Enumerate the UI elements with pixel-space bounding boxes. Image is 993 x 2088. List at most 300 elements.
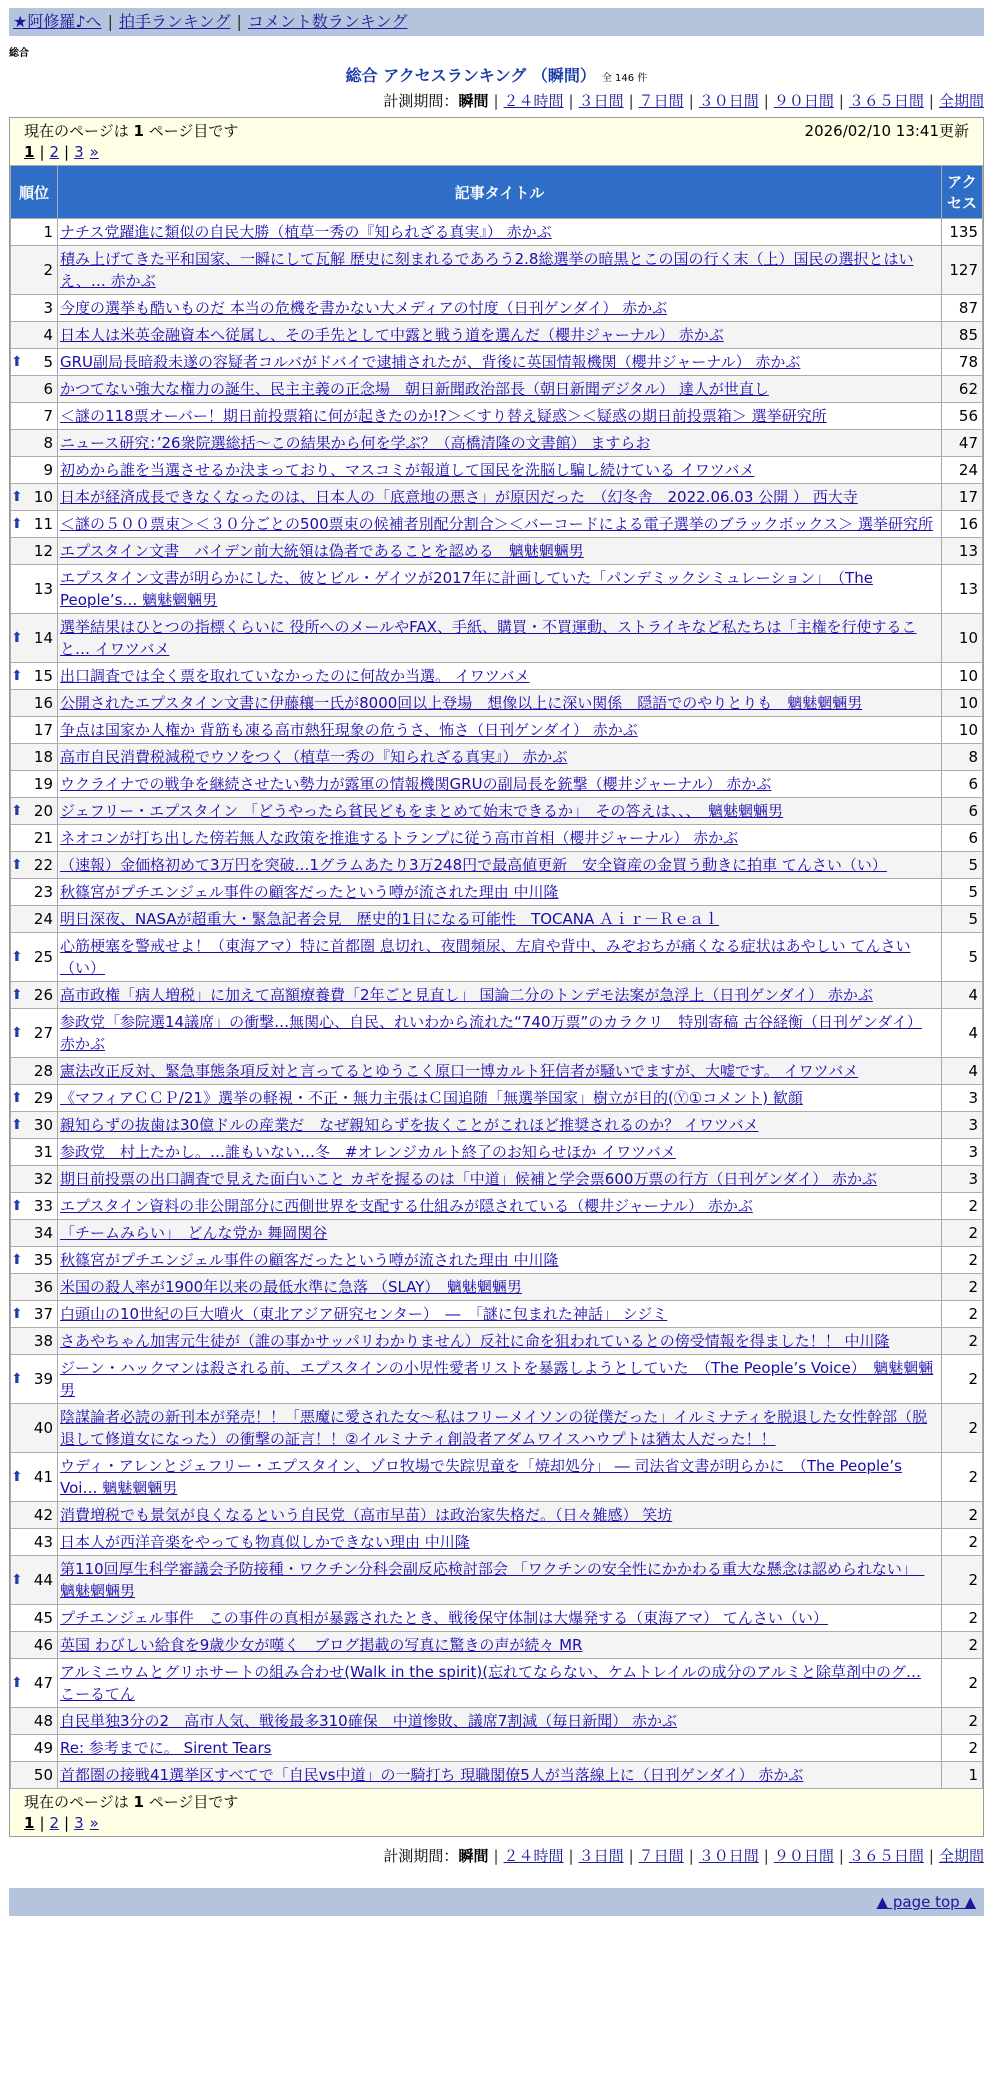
page-title-block [9,63,984,86]
rank-number: 19 [33,775,53,793]
rank-cell [11,1355,58,1404]
rank-number: 23 [33,883,53,901]
title-cell [58,1220,942,1247]
table-row [11,825,983,852]
title-cell [58,1556,942,1605]
access-count: 3 [942,1112,983,1139]
table-row [11,982,983,1009]
access-count: 135 [942,219,983,246]
article-link[interactable]: 米国の殺人率が1900年以来の最低水準に急落 （SLAY） 魑魅魍魎男 [60,1278,522,1296]
access-count: 87 [942,295,983,322]
access-count: 56 [942,403,983,430]
rank-cell [11,1529,58,1556]
pager-page-link[interactable]: 3 [74,143,84,161]
arrow-up-icon: ⬆ [11,949,23,965]
access-count: 10 [942,690,983,717]
rank-cell [11,1502,58,1529]
article-link[interactable]: 積み上げてきた平和国家、一瞬にして瓦解 歴史に刻まれるであろう2.8総選挙の暗黒とこの国の行く末（上）国民の選択とはいえ、… 赤かぶ [60,250,914,290]
table-row [11,798,983,825]
table-row [11,349,983,376]
article-link[interactable]: 今度の選挙も酷いものだ 本当の危機を書かない大メディアの忖度（日刊ゲンダイ） 赤かぶ [60,299,668,317]
rank-number: 41 [33,1468,53,1486]
rank-number: 21 [33,829,53,847]
table-row [11,1453,983,1502]
access-count: 78 [942,349,983,376]
period-option-link[interactable]: 全期間 [938,1847,984,1865]
rank-number: 44 [33,1571,53,1589]
article-link[interactable]: 秋篠宮がプチエンジェル事件の顧客だったという噂が流された理由 中川隆 [60,883,559,901]
title-cell [58,982,942,1009]
rank-number: 10 [33,488,53,506]
table-row [11,1247,983,1274]
article-link[interactable]: 親知らずの抜歯は30億ドルの産業だ なぜ親知らずを抜くことがこれほど推奨されるのか？ イワツバメ [60,1116,759,1134]
period-option-link[interactable]: ３６５日間 [848,92,924,110]
table-row [11,511,983,538]
separator: | [838,1847,844,1865]
access-count: 85 [942,322,983,349]
rank-number: 49 [33,1739,53,1757]
article-link[interactable]: 公開されたエプスタイン文書に伊藤穰一氏が8000回以上登場 想像以上に深い関係 隠語でのやりとりも 魑魅魍魎男 [60,694,863,712]
rank-number: 9 [43,461,53,479]
title-cell [58,879,942,906]
access-count: 5 [942,933,983,982]
table-row [11,1735,983,1762]
rank-number: 15 [33,667,53,685]
separator: | [568,92,574,110]
article-link[interactable]: アルミニウムとグリホサートの組み合わせ(Walk in the spirit)(忘れてならない、ケムトレイルの成分のアルミと除草剤中のグ… こーるてん [60,1663,921,1703]
rank-number: 22 [33,856,53,874]
table-row [11,1085,983,1112]
table-row [11,663,983,690]
table-row [11,538,983,565]
title-cell [58,1502,942,1529]
article-link[interactable]: 秋篠宮がプチエンジェル事件の顧客だったという噂が流された理由 中川隆 [60,1251,559,1269]
table-row [11,1556,983,1605]
access-count: 6 [942,825,983,852]
rank-number: 45 [33,1609,53,1627]
table-row [11,403,983,430]
period-option-link[interactable]: 全期間 [938,92,984,110]
access-count: 2 [942,1247,983,1274]
article-link[interactable]: 憲法改正反対、緊急事態条項反対と言ってるとゆうこく原口一博カルト狂信者が騒いでますが、大嘘です。 イワツバメ [60,1062,859,1080]
table-row [11,1328,983,1355]
rank-number: 24 [33,910,53,928]
rank-cell [11,295,58,322]
rank-number: 3 [43,299,53,317]
arrow-up-icon: ⬆ [11,987,23,1003]
rank-cell [11,1085,58,1112]
access-count: 5 [942,879,983,906]
title-cell [58,771,942,798]
table-row [11,614,983,663]
table-row [11,744,983,771]
table-row [11,295,983,322]
title-cell [58,1404,942,1453]
title-cell [58,1085,942,1112]
table-row [11,1139,983,1166]
arrow-up-icon: ⬆ [11,1198,23,1214]
access-count: 2 [942,1220,983,1247]
separator: | [39,143,45,161]
access-count: 10 [942,614,983,663]
rank-number: 28 [33,1062,53,1080]
rank-number: 48 [33,1712,53,1730]
rank-cell [11,906,58,933]
article-link[interactable]: 陰謀論者必読の新刊本が発売！！「悪魔に愛された女～私はフリーメイソンの従僕だった」イルミナティを脱退した女性幹部（脱退して修道女になった）の衝撃の証言！！②イルミナティ創設者アダムワイスハウプトは猶太人だった！！ [60,1408,928,1448]
access-count: 3 [942,1085,983,1112]
title-cell [58,349,942,376]
article-link[interactable]: エプスタイン文書が明らかにした、彼とビル・ゲイツが2017年に計画していた「パンデミックシミュレーション」 （The People’s… 魑魅魍魎男 [60,569,873,609]
header-title: 記事タイトル [58,166,942,219]
arrow-up-icon: ⬆ [11,857,23,873]
table-row [11,484,983,511]
arrow-up-icon: ⬆ [11,1469,23,1485]
rank-cell [11,1453,58,1502]
title-cell [58,825,942,852]
article-link[interactable]: ナチス党躍進に類似の自民大勝（植草一秀の『知られざる真実』） 赤かぶ [60,223,552,241]
access-count: 5 [942,906,983,933]
rank-number: 5 [43,353,53,371]
title-cell [58,430,942,457]
table-row [11,430,983,457]
period-option-link[interactable]: ３日間 [578,92,624,110]
separator: | [928,92,934,110]
rank-number: 35 [33,1251,53,1269]
rank-cell [11,1058,58,1085]
title-cell [58,1193,942,1220]
arrow-up-icon: ⬆ [11,1306,23,1322]
table-row [11,1193,983,1220]
article-link[interactable]: 日本が経済成長できなくなったのは、日本人の「底意地の悪さ」が原因だった （幻冬舎 2022.06.03 公開 ） 西大寺 [60,488,858,506]
pager-page-link[interactable]: 1 [24,1814,35,1832]
rank-number: 32 [33,1170,53,1188]
article-link[interactable]: 出口調査では全く票を取れていなかったのに何故か当選。 イワツバメ [60,667,530,685]
table-row [11,717,983,744]
access-count: 2 [942,1193,983,1220]
article-link[interactable]: かつてない強大な権力の誕生、民主主義の正念場 朝日新聞政治部長（朝日新聞デジタル） 達人が世直し [60,380,769,398]
rank-cell [11,322,58,349]
article-link[interactable]: 参政党「参院選14議席」の衝撃…無関心、自民、れいわから流れた“740万票”のカラクリ 特別寄稿 古谷経衡（日刊ゲンダイ） 赤かぶ [60,1013,922,1053]
article-link[interactable]: ジーン・ハックマンは殺される前、エプスタインの小児性愛者リストを暴露しようとしていた （The People’s Voice） 魑魅魍魎男 [60,1359,934,1399]
pager-page-link[interactable]: 3 [74,1814,84,1832]
article-link[interactable]: GRU副局長暗殺未遂の容疑者コルバがドバイで逮捕されたが、背後に英国情報機関（櫻井ジャーナル） 赤かぶ [60,353,801,371]
rank-cell [11,690,58,717]
arrow-up-icon: ⬆ [11,1025,23,1041]
article-link[interactable]: Re: 参考までに。 Sirent Tears [60,1739,272,1757]
table-row [11,1404,983,1453]
access-count: 2 [942,1605,983,1632]
table-row [11,1274,983,1301]
rank-cell [11,614,58,663]
article-link[interactable]: 白頭山の10世紀の巨大噴火（東北アジア研究センター） ― 「謎に包まれた神話」 シジミ [60,1305,668,1323]
period-current: 瞬間 [458,1847,489,1865]
rank-cell [11,1605,58,1632]
rank-cell [11,663,58,690]
table-row [11,322,983,349]
table-row [11,1220,983,1247]
table-row [11,1058,983,1085]
rank-number: 14 [33,629,53,647]
article-link[interactable]: エプスタイン資料の非公開部分に西側世界を支配する仕組みが隠されている（櫻井ジャーナル） 赤かぶ [60,1197,753,1215]
rank-cell [11,1166,58,1193]
article-link[interactable]: 《マフィアＣＣＰ/21》選挙の軽視・不正・無力主張はＣ国追随「無選挙国家」樹立が目的(Ⓨ①コメント) 歓顔 [60,1089,803,1107]
table-row [11,771,983,798]
period-label: 計測期間： [383,1847,459,1865]
title-cell [58,906,942,933]
separator: | [64,143,70,161]
pager-page-link[interactable]: 1 [24,143,35,161]
rank-number: 38 [33,1332,53,1350]
article-link[interactable]: 期日前投票の出口調査で見えた面白いこと カギを握るのは「中道」候補と学会票600万票の行方（日刊ゲンダイ） 赤かぶ [60,1170,877,1188]
updated-time: 2026/02/10 13:41更新 [804,122,969,140]
access-count: 2 [942,1355,983,1404]
article-link[interactable]: （速報）金価格初めて3万円を突破…1グラムあたり3万248円で最高値更新 安全資産の金買う動きに拍車 てんさい（い） [60,856,887,874]
separator: | [568,1847,574,1865]
article-link[interactable]: 日本人は米英金融資本へ従属し、その手先として中露と戦う道を選んだ（櫻井ジャーナル） 赤かぶ [60,326,724,344]
table-row [11,1009,983,1058]
period-option-link[interactable]: ３０日間 [698,92,759,110]
rank-cell [11,1112,58,1139]
rank-cell [11,1247,58,1274]
link-comment-ranking[interactable]: コメント数ランキング [247,12,408,31]
title-cell [58,1659,942,1708]
article-link[interactable]: プチエンジェル事件 この事件の真相が暴露されたとき、戦後保守体制は大爆発する（東海アマ） てんさい（い） [60,1609,828,1627]
rank-cell [11,565,58,614]
rank-number: 1 [43,223,53,241]
rank-number: 43 [33,1533,53,1551]
pager-top [10,118,983,165]
pager-next-link[interactable]: » [89,143,99,161]
header-access: アクセス [942,166,983,219]
rank-number: 11 [33,515,53,533]
arrow-up-icon: ⬆ [11,489,23,505]
article-link[interactable]: ネオコンが打ち出した傍若無人な政策を推進するトランプに従う高市首相（櫻井ジャーナル） 赤かぶ [60,829,739,847]
article-link[interactable]: 明日深夜、NASAが超重大・緊急記者会見 歴史的1日になる可能性 TOCANA Ａｉｒ－Ｒｅａｌ [60,910,720,928]
rank-cell [11,349,58,376]
separator: | [493,1847,499,1865]
table-row [11,1605,983,1632]
arrow-up-icon: ⬆ [11,1371,23,1387]
access-count: 24 [942,457,983,484]
article-link[interactable]: ＜謎の５００票束＞＜３０分ごとの500票束の候補者別配分割合＞＜バーコードによる電子選挙のブラックボックス＞ 選挙研究所 [60,515,933,533]
title-cell [58,1112,942,1139]
access-count: 3 [942,1166,983,1193]
access-count: 2 [942,1274,983,1301]
rank-cell [11,1762,58,1789]
title-cell [58,1274,942,1301]
access-count: 2 [942,1404,983,1453]
rank-number: 6 [43,380,53,398]
rank-cell [11,1556,58,1605]
title-cell [58,933,942,982]
rank-number: 40 [33,1419,53,1437]
title-cell [58,403,942,430]
period-option-link[interactable]: ９０日間 [773,92,834,110]
rank-cell [11,376,58,403]
title-cell [58,538,942,565]
table-row [11,1708,983,1735]
rank-number: 26 [33,986,53,1004]
title-cell [58,690,942,717]
access-count: 4 [942,1009,983,1058]
article-link[interactable]: ウクライナでの戦争を継続させたい勢力が露軍の情報機関GRUの副局長を銃撃（櫻井ジャーナル） 赤かぶ [60,775,772,793]
period-current: 瞬間 [458,92,489,110]
article-link[interactable]: 争点は国家か人権か 背筋も凍る高市熱狂現象の危うさ、怖さ（日刊ゲンダイ） 赤かぶ [60,721,638,739]
ranking-box [9,117,984,1837]
period-option-link[interactable]: ３６５日間 [848,1847,924,1865]
article-link[interactable]: ＜謎の118票オーバー！期日前投票箱に何が起きたのか!?＞＜すり替え疑惑＞＜疑惑の期日前投票箱＞ 選挙研究所 [60,407,827,425]
arrow-up-icon: ⬆ [11,668,23,684]
rank-number: 2 [43,261,53,279]
rank-cell [11,852,58,879]
period-option-link[interactable]: ７日間 [638,1847,684,1865]
access-count: 3 [942,1139,983,1166]
period-option-link[interactable]: ３日間 [578,1847,624,1865]
access-count: 2 [942,1328,983,1355]
separator: | [763,92,769,110]
title-cell [58,852,942,879]
access-count: 4 [942,982,983,1009]
period-option-link[interactable]: ２４時間 [503,1847,564,1865]
separator: | [64,1814,70,1832]
rank-number: 13 [33,580,53,598]
article-link[interactable]: 初めから誰を当選させるか決まっており、マスコミが報道して国民を洗脳し騙し続けている イワツバメ [60,461,755,479]
title-cell [58,717,942,744]
title-cell [58,376,942,403]
period-option-link[interactable]: ９０日間 [773,1847,834,1865]
rank-number: 4 [43,326,53,344]
category-label: 総合 [9,48,29,59]
rank-cell [11,1328,58,1355]
pager-links [24,143,969,161]
title-cell [58,744,942,771]
title-cell [58,1708,942,1735]
access-count: 6 [942,771,983,798]
article-link[interactable]: 首都圏の接戦41選挙区すべてで「自民vs中道」の一騎打ち 現職閣僚5人が当落線上に（日刊ゲンダイ） 赤かぶ [60,1766,804,1784]
article-link[interactable]: エプスタイン文書 バイデン前大統領は偽者であることを認める 魑魅魍魎男 [60,542,584,560]
article-link[interactable]: 高市自民消費税減税でウソをつく（植草一秀の『知られざる真実』） 赤かぶ [60,748,568,766]
rank-number: 18 [33,748,53,766]
title-cell [58,1605,942,1632]
rank-cell [11,982,58,1009]
article-link[interactable]: ウディ・アレンとジェフリー・エプスタイン、ゾロ牧場で失踪児童を「焼却処分」 ― 司法省文書が明らかに （The People’s Voi… 魑魅魍魎男 [60,1457,902,1497]
title-cell [58,798,942,825]
table-row [11,852,983,879]
rank-cell [11,1659,58,1708]
current-page-text: 現在のページは 1 ページ目です [24,122,239,140]
period-option-link[interactable]: ２４時間 [503,92,564,110]
article-link[interactable]: 消費増税でも景気が良くなるという自民党（高市早苗）は政治家失格だ。（日々雑感） 笑坊 [60,1506,673,1524]
table-row [11,565,983,614]
pager-page-link[interactable]: 2 [49,143,60,161]
rank-cell [11,403,58,430]
rank-number: 12 [33,542,53,560]
rank-cell [11,1274,58,1301]
article-link[interactable]: ニュース研究：’26衆院選総括～この結果から何を学ぶ？（高橋清隆の文書館） ますらお [60,434,651,452]
article-link[interactable]: 選挙結果はひとつの指標くらいに 役所へのメールやFAX、手紙、購買・不買運動、ストライキなど私たちは「主権を行使すること… イワツバメ [60,618,917,658]
rank-cell [11,1632,58,1659]
access-count: 2 [942,1453,983,1502]
arrow-up-icon: ⬆ [11,1252,23,1268]
link-asyura[interactable]: ★阿修羅♪へ [13,12,102,31]
article-link[interactable]: 日本人が西洋音楽をやっても物真似しかできない理由 中川隆 [60,1533,470,1551]
rank-cell [11,1139,58,1166]
pager-page-link[interactable]: 2 [49,1814,60,1832]
rank-cell [11,879,58,906]
table-row [11,219,983,246]
title-cell [58,484,942,511]
rank-cell [11,1220,58,1247]
rank-number: 25 [33,948,53,966]
table-row [11,376,983,403]
article-link[interactable]: 英国 わびしい給食を9歳少女が嘆く ブログ掲載の写真に驚きの声が続々 MR [60,1636,583,1654]
arrow-up-icon: ⬆ [11,354,23,370]
table-row [11,1659,983,1708]
pager-links-bottom [24,1814,969,1832]
rank-number: 42 [33,1506,53,1524]
rank-cell [11,538,58,565]
title-cell [58,1166,942,1193]
rank-number: 27 [33,1024,53,1042]
separator: | [493,92,499,110]
rank-number: 16 [33,694,53,712]
title-cell [58,1735,942,1762]
pager-next-link[interactable]: » [89,1814,99,1832]
period-option-link[interactable]: ３０日間 [698,1847,759,1865]
access-count: 47 [942,430,983,457]
page-top-link[interactable]: ▲ page top ▲ [876,1893,976,1911]
rank-cell [11,825,58,852]
arrow-up-icon: ⬆ [11,1090,23,1106]
article-link[interactable]: 自民単独3分の2 高市人気、戦後最多310確保 中道惨敗、議席7割減（毎日新聞） 赤かぶ [60,1712,678,1730]
rank-cell [11,1404,58,1453]
separator: | [688,1847,694,1865]
title-cell [58,219,942,246]
access-count: 10 [942,717,983,744]
period-selector-top [9,90,984,111]
title-cell [58,1009,942,1058]
article-link[interactable]: ジェフリー・エプスタイン 「どうやったら貧民どもをまとめて始末できるか」 その答えは、、、 魑魅魍魎男 [60,802,783,820]
rank-cell [11,430,58,457]
separator: | [838,92,844,110]
separator: | [628,1847,634,1865]
rank-number: 20 [33,802,53,820]
article-link[interactable]: さあやちゃん加害元生徒が（誰の事かサッパリわかりません）反社に命を狙われているとの傍受情報を得ました！！ 中川隆 [60,1332,890,1350]
article-link[interactable]: 第110回厚生科学審議会予防接種・ワクチン分科会副反応検討部会 「ワクチンの安全性にかかわる重大な懸念は認められない」 魑魅魍魎男 [60,1560,925,1600]
table-row [11,1502,983,1529]
rank-number: 39 [33,1370,53,1388]
page [9,8,984,1916]
article-link[interactable]: 「チームみらい」 どんな党か 舞岡関谷 [60,1224,328,1242]
rank-cell [11,246,58,295]
table-row [11,879,983,906]
article-link[interactable]: 参政党 村上たかし。…誰もいない…冬 #オレンジカルト終了のお知らせほか イワツバメ [60,1143,676,1161]
title-cell [58,1632,942,1659]
article-link[interactable]: 心筋梗塞を警戒せよ！（東海アマ）特に首都圏 息切れ、夜間頻尿、左肩や背中、みぞおちが痛くなる症状はあやしい てんさい（い） [60,937,911,977]
article-link[interactable]: 高市政権「病人増税」に加えて高額療養費「2年ごと見直し」 国論二分のトンデモ法案が急浮上（日刊ゲンダイ） 赤かぶ [60,986,873,1004]
rank-cell [11,1301,58,1328]
period-option-link[interactable]: ７日間 [638,92,684,110]
rank-cell [11,771,58,798]
access-count: 2 [942,1632,983,1659]
title-cell [58,295,942,322]
title-cell [58,1301,942,1328]
link-clap-ranking[interactable]: 拍手ランキング [118,12,231,31]
current-page-text-bottom: 現在のページは 1 ページ目です [24,1793,239,1811]
period-selector-bottom [9,1845,984,1866]
rank-number: 50 [33,1766,53,1784]
title-cell [58,1247,942,1274]
